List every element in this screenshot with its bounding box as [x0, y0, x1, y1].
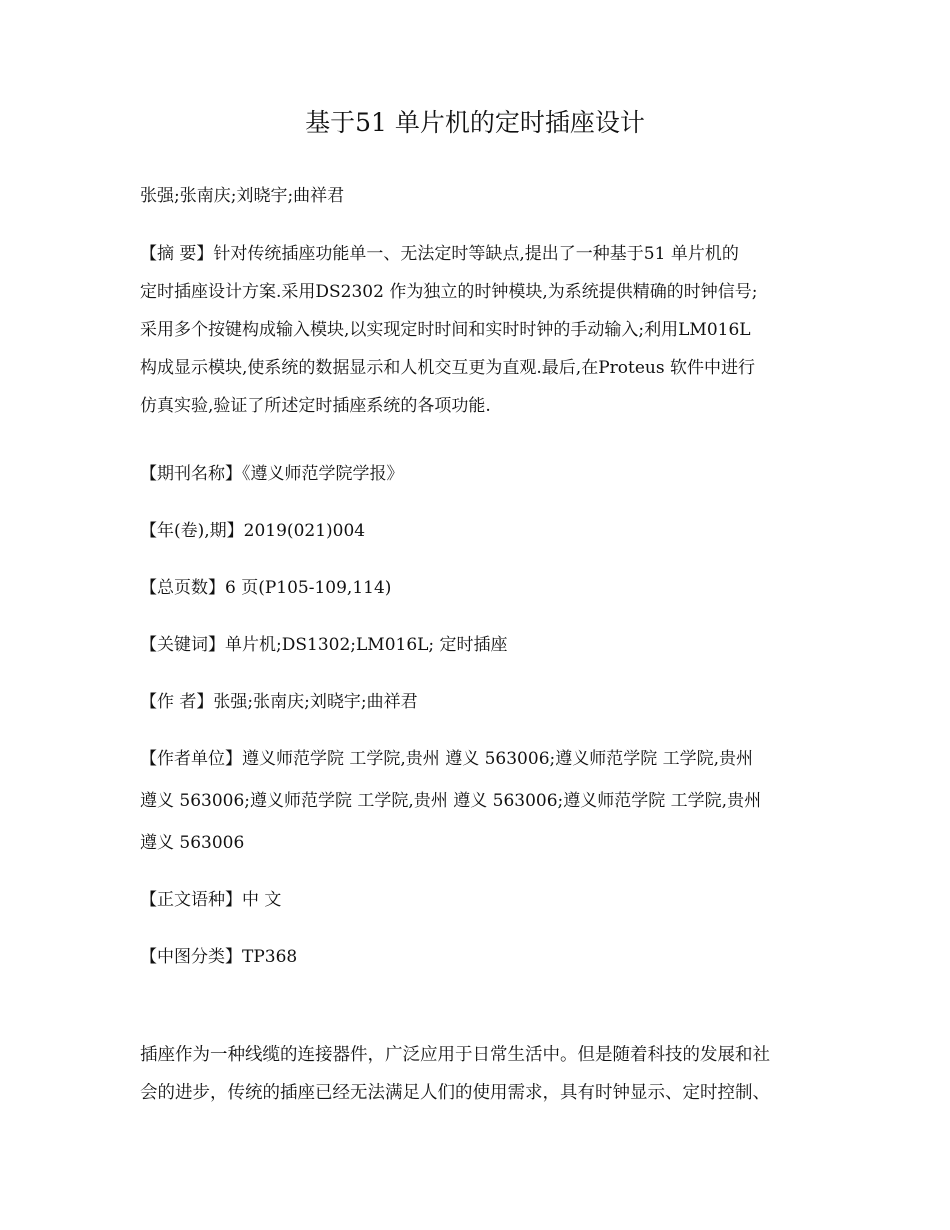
classification-value: TP368 [242, 947, 298, 967]
affiliation-line-3: 遵义 563006 [140, 833, 245, 853]
abstract-line-3: 采用多个按键构成输入模块,以实现定时时间和实时时钟的手动输入;利用LM016L [140, 320, 751, 340]
affiliation-text-1: 遵义师范学院 工学院,贵州 遵义 563006;遵义师范学院 工学院,贵州 [242, 749, 754, 769]
classification-label: 【中图分类】 [140, 947, 242, 967]
language-label: 【正文语种】 [140, 890, 242, 910]
abstract-label: 【摘 要】 [140, 244, 214, 264]
language-field [140, 888, 281, 912]
pages-field [140, 576, 391, 600]
abstract-line-4: 构成显示模块,使系统的数据显示和人机交互更为直观.最后,在Proteus 软件中进行 [140, 358, 755, 378]
abstract-line-1 [140, 242, 739, 266]
classification-field [140, 945, 297, 969]
keywords-label: 【关键词】 [140, 635, 225, 655]
journal-value: 《遵义师范学院学报》 [242, 464, 404, 484]
author-value: 张强;张南庆;刘晓宇;曲祥君 [213, 692, 418, 712]
pages-label: 【总页数】 [140, 578, 225, 598]
keywords-field [140, 633, 508, 657]
affiliation-line-1 [140, 747, 753, 771]
issue-value: 2019(021)004 [243, 521, 366, 541]
author-field [140, 690, 418, 714]
authors-line: 张强;张南庆;刘晓宇;曲祥君 [140, 186, 345, 206]
body-paragraph-line-2: 会的进步，传统的插座已经无法满足人们的使用需求，具有时钟显示、定时控制、 [140, 1083, 770, 1103]
journal-label: 【期刊名称】 [140, 464, 242, 484]
affiliation-line-2: 遵义 563006;遵义师范学院 工学院,贵州 遵义 563006;遵义师范学院 工学院,贵州 [140, 791, 762, 811]
keywords-value: 单片机;DS1302;LM016L; 定时插座 [225, 635, 508, 655]
abstract-line-2: 定时插座设计方案.采用DS2302 作为独立的时钟模块,为系统提供精确的时钟信号; [140, 282, 758, 302]
abstract-line-5: 仿真实验,验证了所述定时插座系统的各项功能. [140, 396, 491, 416]
issue-field [140, 519, 365, 543]
author-label: 【作 者】 [140, 692, 214, 712]
affiliation-label: 【作者单位】 [140, 749, 242, 769]
issue-label: 【年(卷),期】 [140, 521, 244, 541]
paper-title: 基于51 单片机的定时插座设计 [305, 108, 645, 137]
abstract-text-1: 针对传统插座功能单一、无法定时等缺点,提出了一种基于51 单片机的 [213, 244, 739, 264]
journal-field [140, 462, 404, 486]
body-paragraph-line-1: 插座作为一种线缆的连接器件，广泛应用于日常生活中。但是随着科技的发展和社 [140, 1045, 770, 1065]
pages-value: 6 页(P105-109,114) [225, 578, 392, 598]
language-value: 中 文 [242, 890, 282, 910]
